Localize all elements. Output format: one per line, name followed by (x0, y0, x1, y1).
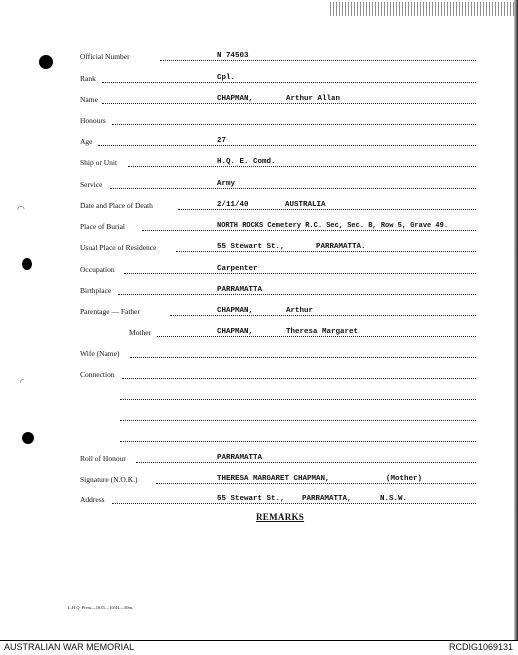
given-names-value: Arthur Allan (286, 95, 341, 103)
archive-footer (0, 640, 518, 655)
row-birthplace (80, 283, 476, 297)
row-roll-of-honour (80, 451, 476, 465)
occupation-value: Carpenter (217, 265, 258, 273)
ship-or-unit-label: Ship or Unit (80, 158, 118, 167)
signature-value: THERESA MARGARET CHAPMAN, (217, 475, 330, 483)
residence-town-value: PARRAMATTA. (316, 243, 366, 251)
row-connection (80, 367, 476, 381)
father-given-value: Arthur (286, 307, 314, 315)
record-id: RCDIG1069131 (448, 642, 513, 652)
address-town-value: PARRAMATTA, (302, 495, 352, 503)
connection-label: Connection (80, 370, 115, 379)
address-label: Address (80, 495, 105, 504)
official-number-label: Official Number (80, 52, 130, 61)
row-name (80, 92, 476, 106)
row-official-number (80, 49, 476, 63)
row-signature (80, 472, 476, 486)
row-age (80, 134, 476, 148)
service-label: Service (80, 180, 103, 189)
archive-name: AUSTRALIAN WAR MEMORIAL (4, 642, 135, 652)
connection-line-2 (80, 388, 476, 402)
birthplace-value: PARRAMATTA (217, 286, 263, 294)
row-occupation (80, 262, 476, 276)
death-date-value: 2/11/40 (217, 201, 249, 209)
row-service (80, 177, 476, 191)
residence-street-value: 55 Stewart St., (217, 243, 285, 251)
row-residence (80, 240, 476, 254)
row-father (80, 304, 476, 318)
row-ship-or-unit (80, 155, 476, 169)
row-mother (80, 325, 476, 339)
official-number-value: N 74503 (217, 52, 249, 60)
punch-hole-bottom (22, 432, 34, 444)
remarks-heading: REMARKS (256, 512, 305, 522)
rank-label: Rank (80, 74, 96, 83)
margin-mark-1: ◠ (17, 205, 25, 215)
wife-label: Wife (Name) (80, 349, 120, 358)
service-value: Army (217, 180, 236, 188)
age-value: 27 (217, 137, 227, 145)
mother-given-value: Theresa Margaret (286, 328, 359, 336)
rank-value: Cpl. (217, 74, 236, 82)
row-place-of-burial (80, 219, 476, 233)
honours-label: Honours (80, 116, 106, 125)
residence-label: Usual Place of Residence (80, 243, 157, 252)
signature-relation-value: (Mother) (386, 475, 423, 483)
address-street-value: 55 Stewart St., (217, 495, 285, 503)
row-honours (80, 113, 476, 127)
burial-label: Place of Burial (80, 222, 125, 231)
row-address (80, 492, 476, 506)
death-place-value: AUSTRALIA (285, 201, 326, 209)
punch-hole-top (39, 55, 53, 69)
father-label: Parentage — Father (80, 307, 140, 316)
punch-hole-middle (22, 258, 32, 270)
age-label: Age (80, 137, 93, 146)
row-rank (80, 71, 476, 85)
signature-label: Signature (N.O.K.) (80, 475, 138, 484)
name-label: Name (80, 95, 98, 104)
connection-line-3 (80, 409, 476, 423)
margin-mark-2: ◜ (20, 378, 24, 388)
roll-of-honour-label: Roll of Honour (80, 454, 126, 463)
ship-or-unit-value: H.Q. E. Comd. (217, 158, 276, 166)
birthplace-label: Birthplace (80, 286, 112, 295)
mother-label: Mother (129, 328, 152, 337)
top-edge-marks (330, 2, 518, 16)
right-edge-shadow (514, 0, 518, 640)
roll-of-honour-value: PARRAMATTA (217, 454, 263, 462)
row-date-place-of-death (80, 198, 476, 212)
occupation-label: Occupation (80, 265, 115, 274)
death-label: Date and Place of Death (80, 201, 153, 210)
surname-value: CHAPMAN, (217, 95, 254, 103)
address-state-value: N.S.W. (380, 495, 408, 503)
connection-line-4 (80, 430, 476, 444)
mother-surname-value: CHAPMAN, (217, 328, 254, 336)
father-surname-value: CHAPMAN, (217, 307, 254, 315)
printer-note: L.H.Q. Press—1635—10/44—30m. (68, 605, 134, 610)
row-wife (80, 346, 476, 360)
burial-value: NORTH ROCKS Cemetery R.C. Sec, Sec. B, Row 5, Grave 49. (217, 222, 449, 230)
